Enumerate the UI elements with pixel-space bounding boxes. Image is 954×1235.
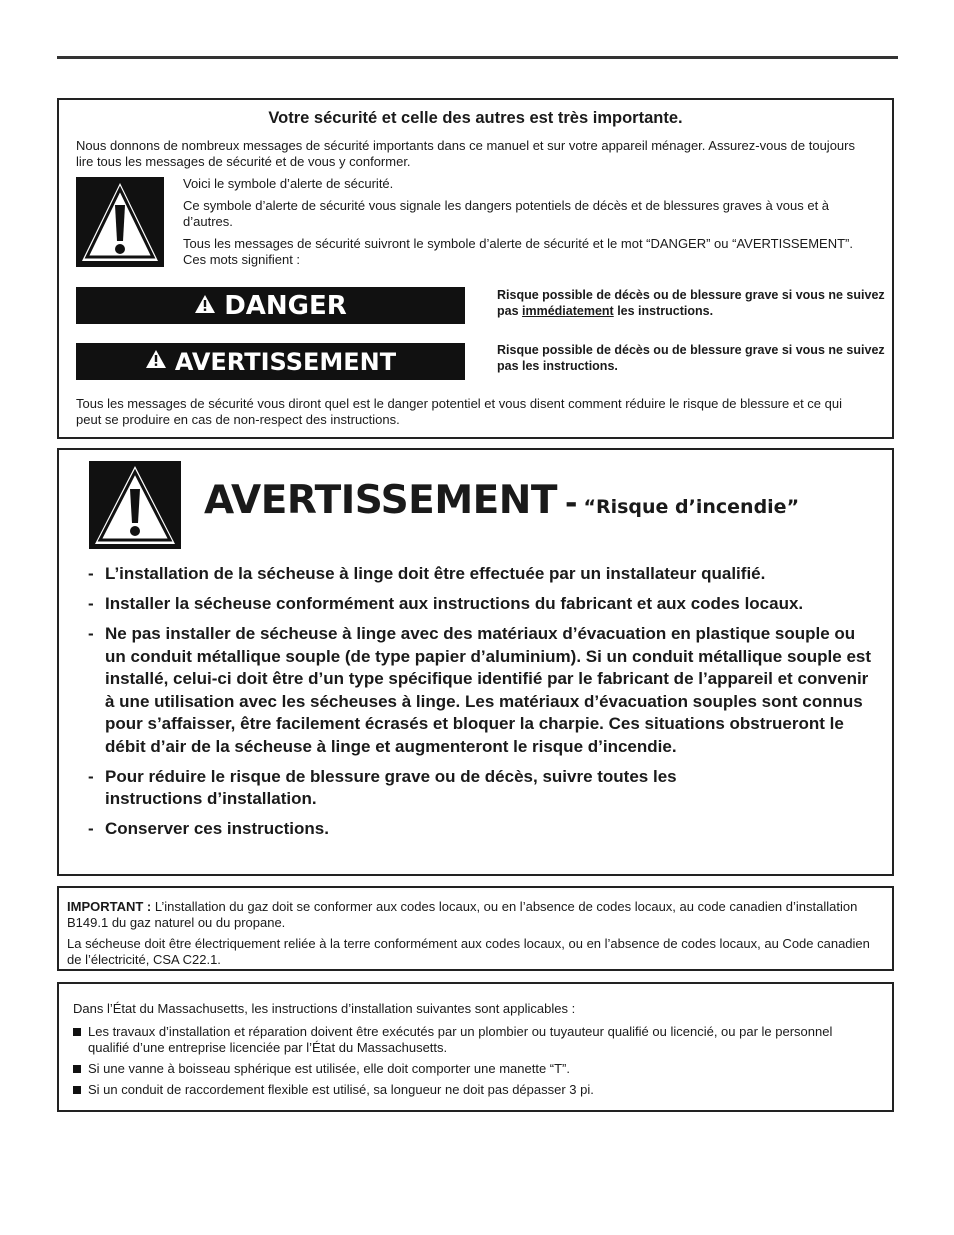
massachusetts-list bbox=[73, 1024, 852, 1103]
safety-intro: Nous donnons de nombreux messages de sécurité importants dans ce manuel et sur votre appareil ménager. Assurez-vous de toujours lire tous les messages de sécurité et de vous y conformer. bbox=[76, 138, 855, 169]
grounding-paragraph: La sécheuse doit être électriquement reliée à la terre conformément aux codes locaux, ou en l’absence de codes locaux, au Code canadien de l’électricité, CSA C22.1. bbox=[67, 936, 870, 967]
headline-separator: - bbox=[565, 486, 578, 521]
top-rule bbox=[57, 56, 898, 59]
list-item: - L’installation de la sécheuse à linge doit être effectuée par un installateur qualifié. bbox=[88, 564, 766, 583]
warning-triangle-icon bbox=[89, 461, 181, 549]
fire-warning-subheading: “Risque d’incendie” bbox=[583, 496, 800, 518]
safety-title: Votre sécurité et celle des autres est très importante. bbox=[268, 109, 683, 127]
warning-triangle-icon bbox=[194, 290, 216, 321]
massachusetts-box bbox=[57, 982, 894, 1112]
fire-warning-box bbox=[57, 448, 894, 876]
important-box bbox=[57, 886, 894, 971]
symbol-line: Tous les messages de sécurité suivront le symbole d’alerte de sécurité et le mot “DANGER” ou “AVERTISSEMENT”. Ces mots signifient : bbox=[183, 236, 853, 267]
list-item bbox=[73, 1082, 852, 1098]
list-item: - Ne pas installer de sécheuse à linge avec des matériaux d’évacuation en plastique souple ou un conduit métallique souple (de type papier d’aluminium). Si un conduit métallique souple est installé, celui-ci doit être d’un type spécifique identifié par le fabricant de l’appareil et convenir à une utilisation avec les sécheuses à linge. Les matériaux d’évacuation souples sont connus pour s’affaisser, être facilement écrasés et bloquer la charpie. Ces situations obstrueront le débit d’air de la sécheuse à linge et augmenteront le risque d’incendie. bbox=[88, 624, 872, 756]
list-item: - Conserver ces instructions. bbox=[88, 819, 329, 838]
safety-box bbox=[57, 98, 894, 439]
list-item-text: Si un conduit de raccordement flexible est utilisé, sa longueur ne doit pas dépasser 3 pi. bbox=[88, 1082, 594, 1097]
list-item: - Installer la sécheuse conformément aux instructions du fabricant et aux codes locaux. bbox=[88, 594, 804, 613]
danger-label: DANGER bbox=[224, 290, 347, 321]
danger-desc-emphasis: immédiatement bbox=[522, 304, 614, 318]
square-bullet-icon bbox=[73, 1065, 81, 1073]
warning-description: Risque possible de décès ou de blessure grave si vous ne suivez pas les instructions. bbox=[497, 343, 885, 373]
danger-desc-text: les instructions. bbox=[613, 304, 714, 318]
important-paragraph bbox=[67, 899, 882, 931]
list-item-text: Conserver ces instructions. bbox=[105, 819, 329, 838]
symbol-line: Voici le symbole d’alerte de sécurité. bbox=[183, 176, 394, 191]
symbol-line: Ce symbole d’alerte de sécurité vous signale les dangers potentiels de décès et de blessures graves à vous et à d’autres. bbox=[183, 198, 830, 229]
danger-signal-bar bbox=[76, 287, 465, 324]
list-item: - Pour réduire le risque de blessure grave ou de décès, suivre toutes les instructions d’installation. bbox=[88, 766, 677, 808]
important-label: IMPORTANT : bbox=[67, 899, 152, 914]
danger-desc-text: Risque possible de décès ou de blessure grave si vous ne suivez pas bbox=[497, 288, 885, 318]
warning-label: AVERTISSEMENT bbox=[174, 347, 397, 376]
symbol-explanation bbox=[183, 176, 862, 274]
danger-description bbox=[497, 287, 886, 319]
warning-triangle-icon bbox=[145, 348, 167, 376]
square-bullet-icon bbox=[73, 1028, 81, 1036]
fire-warning-list bbox=[88, 563, 874, 848]
list-item-text: Ne pas installer de sécheuse à linge avec des matériaux d’évacuation en plastique souple ou un conduit métallique souple (de type papier d’aluminium). Si un conduit métallique souple est installé, celui-ci doit être d’un type spécifique identifié par le fabricant de l’appareil et convenir à une utilisation avec les sécheuses à linge. Les matériaux d’évacuation souples sont connus pour s’affaisser, être facilement écrasés et bloquer la charpie. Ces situations obstrueront le débit d’air de la sécheuse à linge et augmenteront le risque d’incendie. bbox=[105, 624, 872, 756]
list-item-text: L’installation de la sécheuse à linge doit être effectuée par un installateur qualifié. bbox=[105, 564, 766, 583]
warning-signal-bar bbox=[76, 343, 465, 380]
square-bullet-icon bbox=[73, 1086, 81, 1094]
safety-outro: Tous les messages de sécurité vous diront quel est le danger potentiel et vous disent comment réduire le risque de blessure et ce qui peut se produire en cas de non-respect des instructions. bbox=[76, 396, 842, 427]
list-item-text: Installer la sécheuse conformément aux instructions du fabricant et aux codes locaux. bbox=[105, 594, 804, 613]
list-item bbox=[73, 1061, 852, 1077]
list-item-text: Si une vanne à boisseau sphérique est utilisée, elle doit comporter une manette “T”. bbox=[88, 1061, 570, 1076]
list-item-text: Pour réduire le risque de blessure grave ou de décès, suivre toutes les instructions d’installation. bbox=[105, 766, 677, 808]
list-item bbox=[73, 1024, 852, 1056]
fire-warning-heading: AVERTISSEMENT bbox=[204, 478, 558, 523]
list-item-text: Les travaux d’installation et réparation doivent être exécutés par un plombier ou tuyauteur qualifié ou licencié, ou par le personnel qualifié d’une entreprise licenciée par l’État du Massachusetts. bbox=[88, 1024, 833, 1055]
important-text: L’installation du gaz doit se conformer aux codes locaux, ou en l’absence de codes locaux, au code canadien d’installation B149.1 du gaz naturel ou du propane. bbox=[67, 899, 858, 930]
warning-triangle-icon bbox=[76, 177, 164, 267]
massachusetts-lead: Dans l’État du Massachusetts, les instructions d’installation suivantes sont applicables : bbox=[73, 1001, 576, 1016]
fire-warning-headline bbox=[204, 478, 799, 523]
